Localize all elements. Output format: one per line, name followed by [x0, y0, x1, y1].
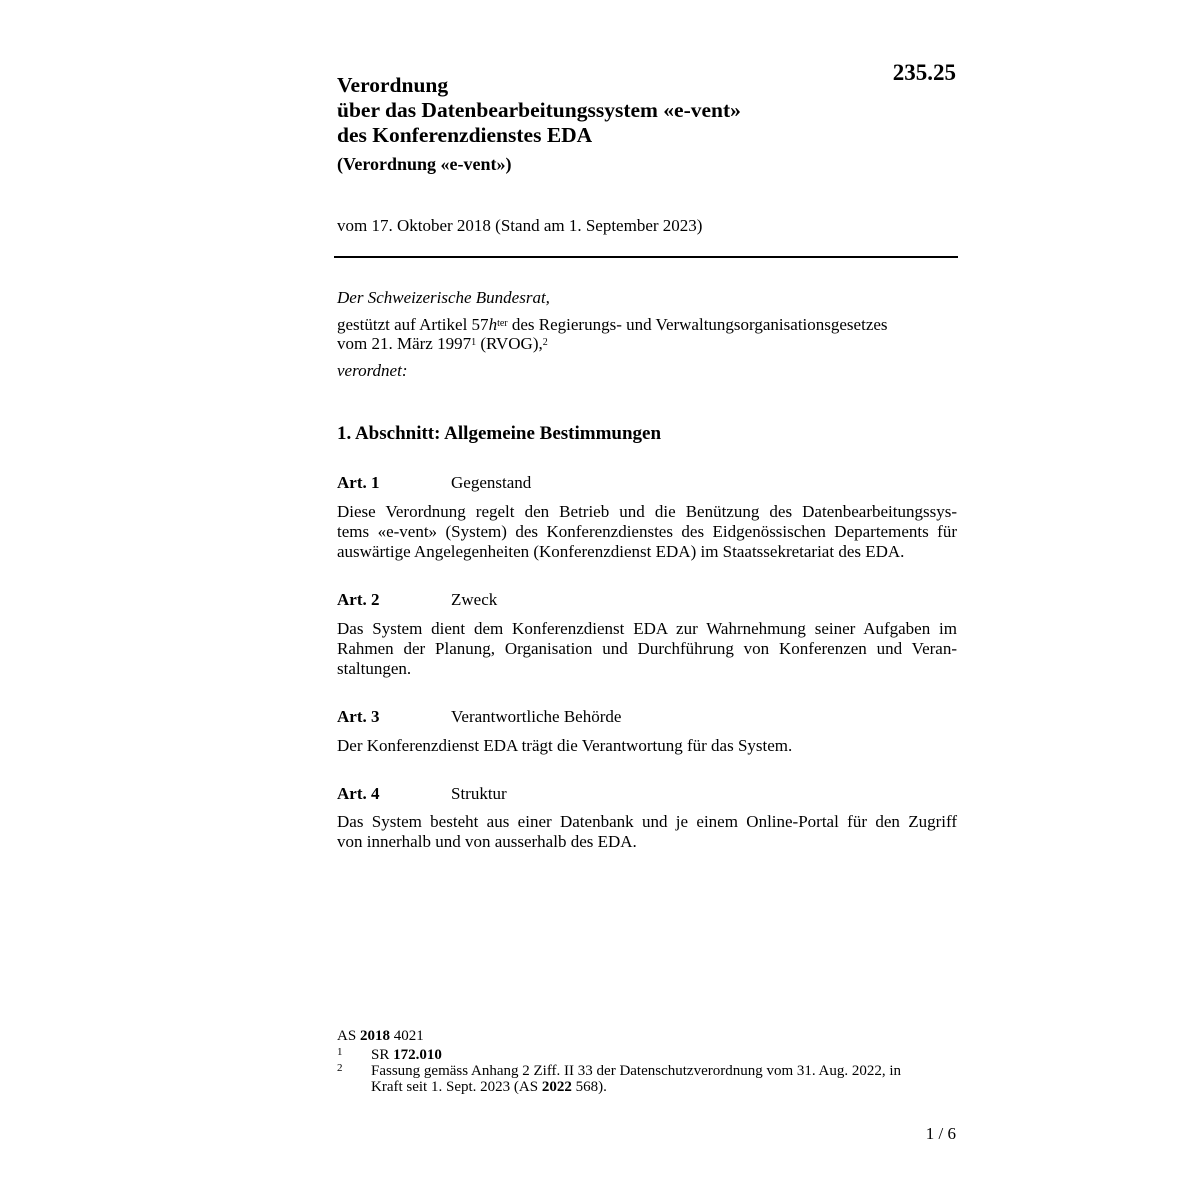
- article-title: Zweck: [451, 590, 498, 609]
- official-compilation-ref: AS 2018 4021: [337, 1028, 424, 1044]
- section-heading: 1. Abschnitt: Allgemeine Bestimmungen: [337, 423, 662, 444]
- footnote-number: 2: [337, 1062, 343, 1074]
- article-title: Gegenstand: [451, 473, 532, 492]
- preamble-basis-line-1: gestützt auf Artikel $57h^{ter}$ des Regierungs- und Verwaltungsorganisationsgesetzes: [337, 315, 888, 334]
- article-number: Art. 2: [337, 590, 380, 609]
- date-line: vom 17. Oktober 2018 (Stand am 1. September 2023): [337, 216, 703, 235]
- header-divider: [334, 256, 958, 258]
- footnotes: [337, 1028, 957, 1095]
- article-paragraph: Diese Verordnung regelt den Betrieb und die Benützung des Datenbearbeitungssys- tems «e-vent» (System) des Konferenzdienstes des Eidgenössischen Departements für auswärtige Angelegenheiten (Konferenzdienst EDA) im Staatssekretariat des EDA.: [337, 502, 957, 561]
- short-title: (Verordnung «e-vent»): [337, 154, 512, 174]
- preamble-basis-line-2: vom 21. März 1997$^1$ (RVOG),$^2$: [337, 334, 548, 353]
- footnote-number: 1: [337, 1046, 343, 1058]
- article-title: Verantwortliche Behörde: [451, 707, 622, 726]
- article-number: Art. 4: [337, 784, 380, 803]
- footnote-ref-1: 1: [471, 337, 477, 348]
- article-heading: [337, 473, 957, 493]
- sr-number: 235.25: [892, 60, 956, 85]
- article-number: Art. 3: [337, 707, 380, 726]
- preamble-authority: Der Schweizerische Bundesrat,: [337, 288, 550, 307]
- article-paragraph: Das System besteht aus einer Datenbank und je einem Online-Portal für den Zugriff von innerhalb und von ausserhalb des EDA.: [337, 812, 957, 851]
- title-line: Verordnung: [337, 73, 449, 97]
- article-paragraph: Das System dient dem Konferenzdienst EDA zur Wahrnehmung seiner Aufgaben im Rahmen der Planung, Organisation und Durchführung von Konferenzen und Veran- staltungen.: [337, 619, 957, 678]
- article-heading: [337, 784, 957, 804]
- article-title: Struktur: [451, 784, 507, 803]
- footnote-ref-2: 2: [542, 337, 548, 348]
- footnote-1: 1 SR 172.010: [337, 1046, 442, 1063]
- article-heading: [337, 590, 957, 610]
- article-heading: [337, 707, 957, 727]
- title-line: des Konferenzdienstes EDA: [337, 123, 593, 147]
- article-paragraph: Der Konferenzdienst EDA trägt die Verantwortung für das System.: [337, 736, 793, 755]
- page-number: 1 / 6: [925, 1124, 956, 1143]
- footnote-2: 2 Fassung gemäss Anhang 2 Ziff. II 33 der Datenschutzverordnung vom 31. Aug. 2022, in Kraft seit 1. Sept. 2023 (AS 2022 568).: [337, 1062, 902, 1095]
- article-number: Art. 1: [337, 473, 380, 492]
- preamble-decree: verordnet:: [337, 361, 408, 380]
- title-line: über das Datenbearbeitungssystem «e-vent»: [337, 98, 741, 122]
- document-title: [337, 73, 857, 148]
